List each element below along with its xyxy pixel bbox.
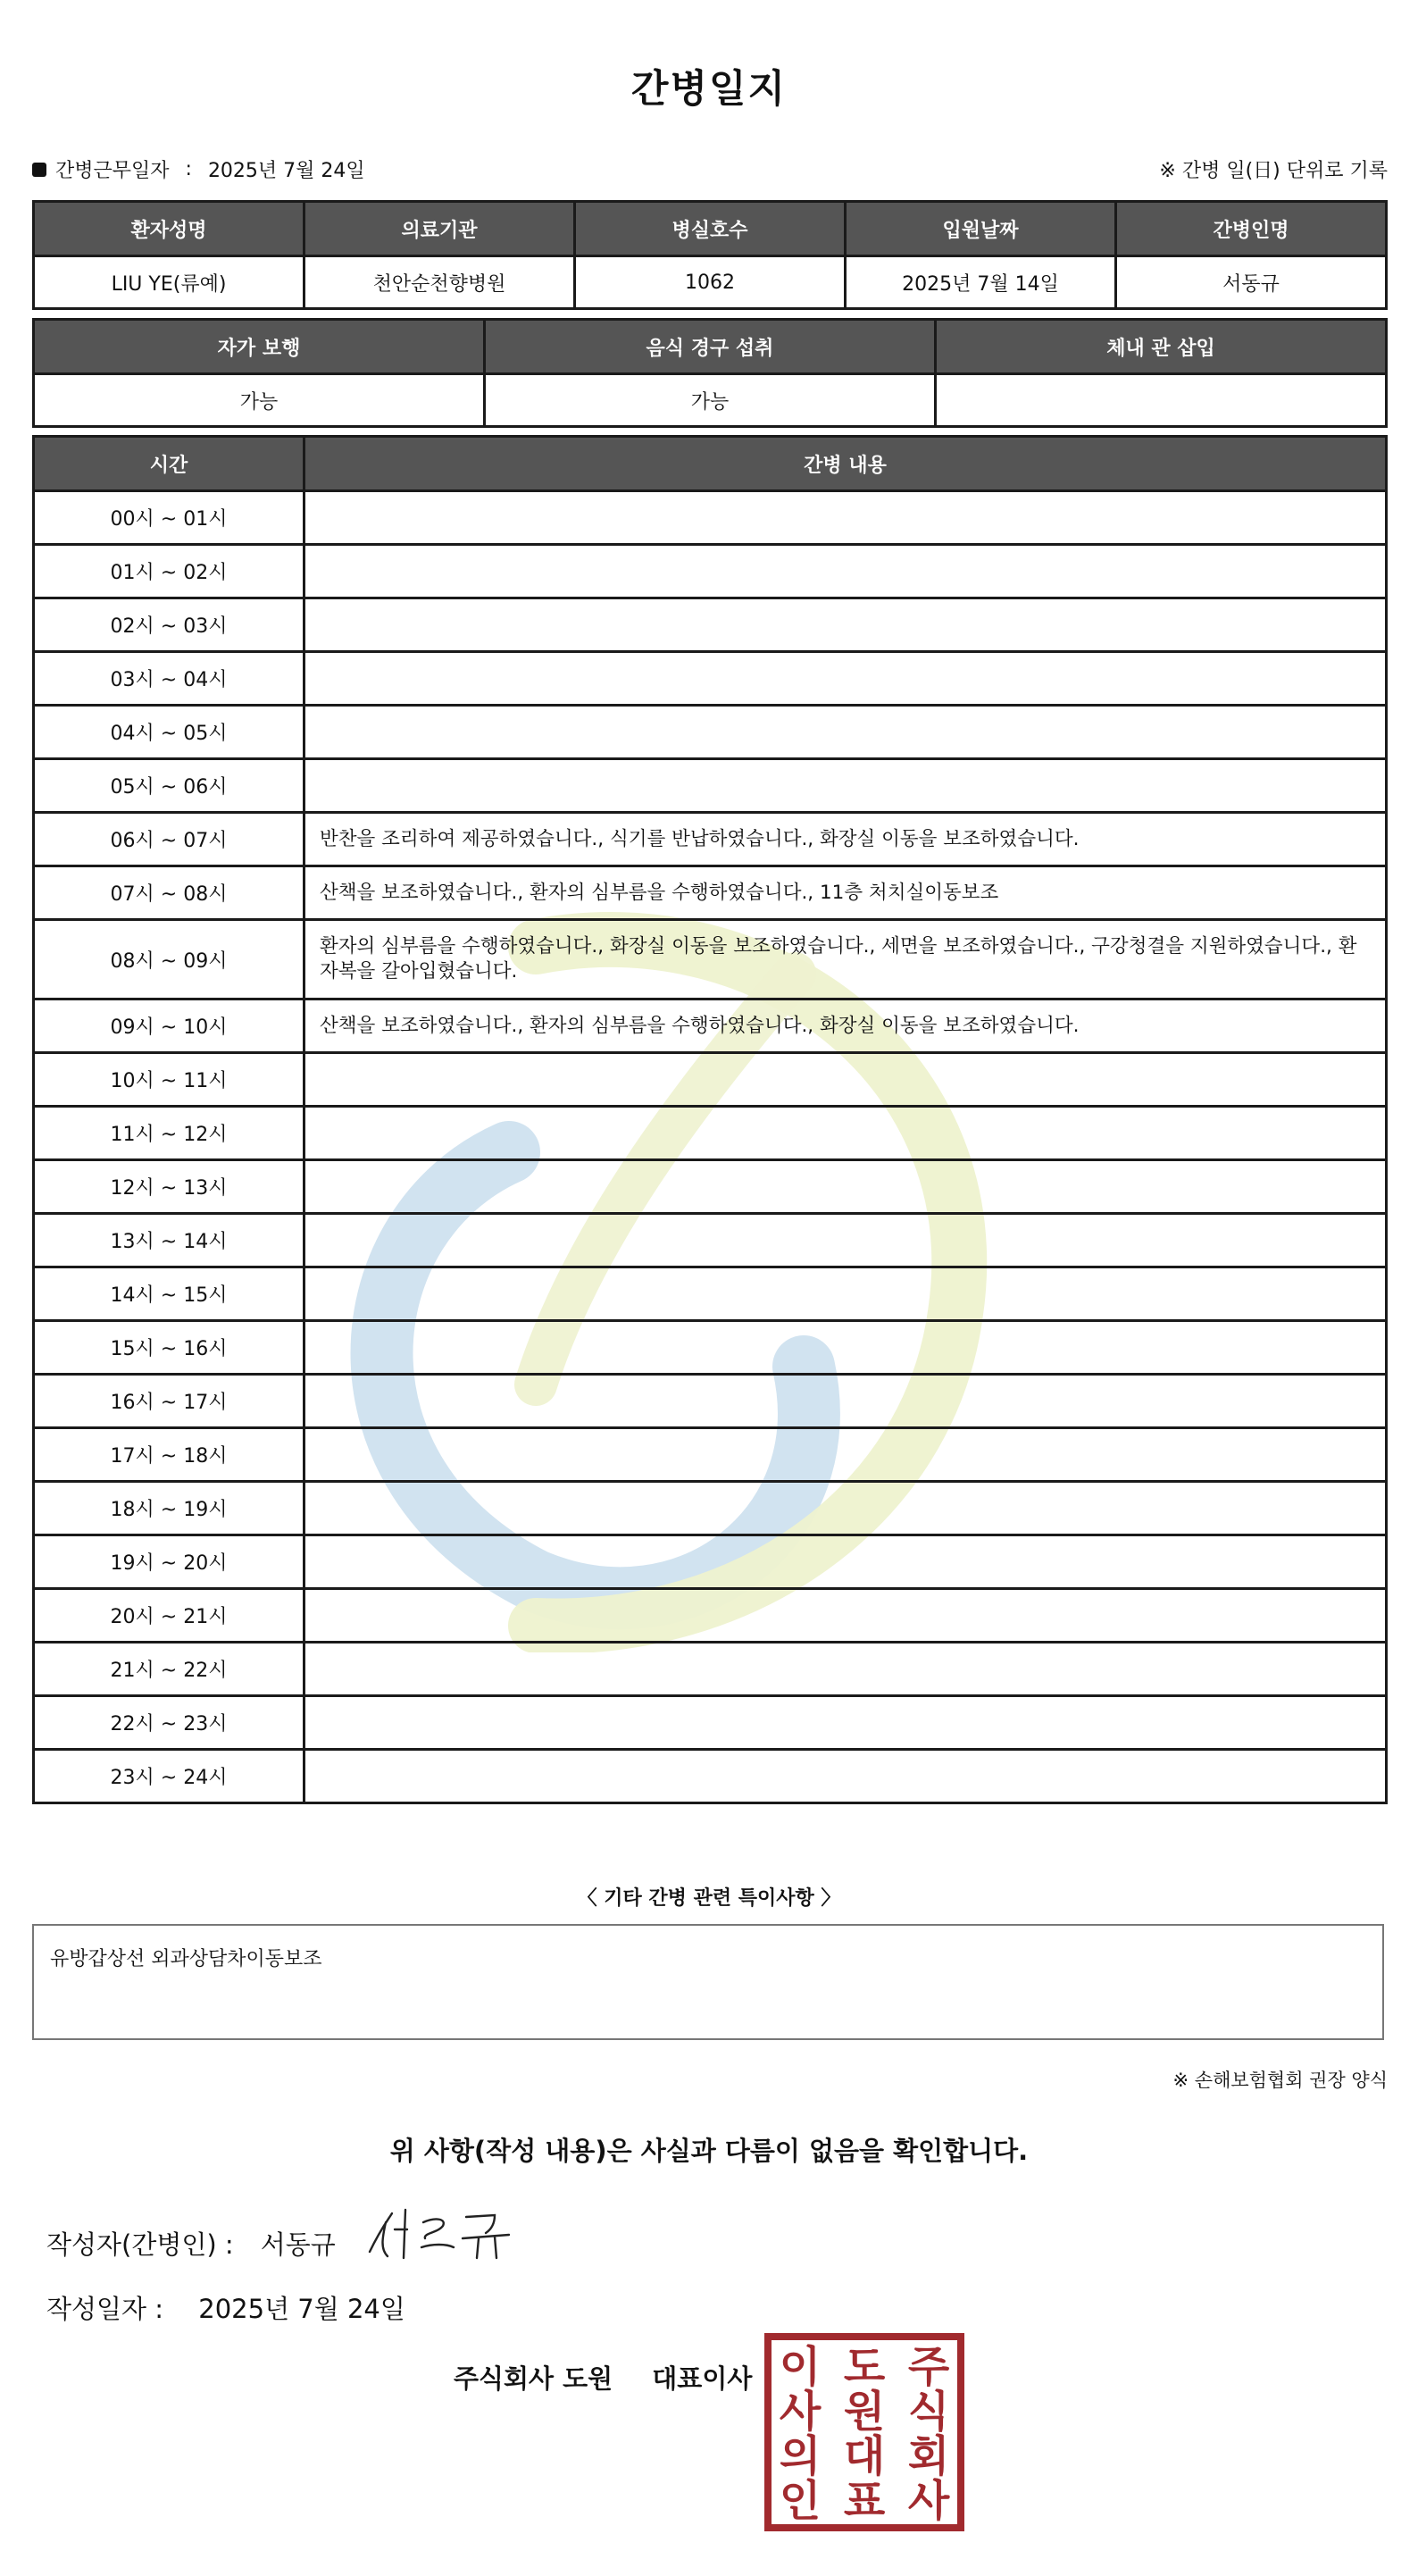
care-log-content (304, 1053, 1387, 1107)
hospital-value: 천안순천향병원 (304, 256, 575, 309)
patient-status-table (32, 318, 1388, 428)
care-log-row (34, 1375, 1387, 1428)
care-log-row (34, 920, 1387, 999)
seal-character: 표 (843, 2476, 886, 2526)
care-log-row (34, 1160, 1387, 1214)
care-log-time: 22시 ~ 23시 (34, 1696, 304, 1750)
patient-status-header-row (34, 320, 1387, 374)
notes-text: 유방갑상선 외과상담차이동보조 (50, 1948, 322, 1970)
patient-info-table (32, 200, 1388, 310)
care-log-time: 02시 ~ 03시 (34, 598, 304, 652)
care-log-content (304, 1428, 1387, 1482)
header-caregiver-name: 간병인명 (1116, 202, 1387, 256)
care-log-content (304, 706, 1387, 759)
writer-name: 서동규 (260, 2229, 336, 2260)
care-log-content (304, 1643, 1387, 1696)
care-log-time: 15시 ~ 16시 (34, 1321, 304, 1375)
seal-character: 이 (779, 2342, 822, 2392)
written-date-line (46, 2289, 405, 2326)
care-log-time: 04시 ~ 05시 (34, 706, 304, 759)
care-log-row (34, 866, 1387, 920)
care-log-row (34, 759, 1387, 813)
seal-character: 사 (907, 2476, 950, 2526)
care-log-time: 09시 ~ 10시 (34, 999, 304, 1053)
care-log-content: 환자의 심부름을 수행하였습니다., 화장실 이동을 보조하였습니다., 세면을 보조하였습니다., 구강청결을 지원하였습니다., 환자복을 갈아입혔습니다. (304, 920, 1387, 999)
care-log-time: 13시 ~ 14시 (34, 1214, 304, 1267)
writer-line (46, 2225, 336, 2262)
header-oral-intake: 음식 경구 섭취 (484, 320, 935, 374)
care-log-time: 18시 ~ 19시 (34, 1482, 304, 1535)
care-log-row (34, 545, 1387, 598)
care-log-row (34, 598, 1387, 652)
care-log-time: 05시 ~ 06시 (34, 759, 304, 813)
room-number-value: 1062 (575, 256, 846, 309)
care-log-time: 11시 ~ 12시 (34, 1107, 304, 1160)
header-admission-date: 입원날짜 (846, 202, 1116, 256)
company-seal-stamp (763, 2331, 966, 2533)
care-log-content (304, 1267, 1387, 1321)
representative-title: 대표이사 (652, 2363, 753, 2394)
company-line (454, 2359, 752, 2396)
care-log-content (304, 598, 1387, 652)
care-log-time: 06시 ~ 07시 (34, 813, 304, 866)
care-log-content (304, 1589, 1387, 1643)
care-log-content (304, 491, 1387, 545)
handwritten-signature (361, 2203, 521, 2265)
care-log-row (34, 1428, 1387, 1482)
care-log-content (304, 1482, 1387, 1535)
care-log-time: 03시 ~ 04시 (34, 652, 304, 706)
care-log-content (304, 545, 1387, 598)
care-log-content (304, 759, 1387, 813)
care-log-row (34, 652, 1387, 706)
oral-intake-value: 가능 (484, 374, 935, 427)
notes-title: 〈 기타 간병 관련 특이사항 〉 (577, 1887, 841, 1910)
care-log-content (304, 1107, 1387, 1160)
header-care-content: 간병 내용 (304, 437, 1387, 491)
header-time: 시간 (34, 437, 304, 491)
seal-character: 도 (843, 2342, 886, 2392)
care-log-time: 19시 ~ 20시 (34, 1535, 304, 1589)
seal-character: 식 (907, 2387, 950, 2437)
care-log-time: 20시 ~ 21시 (34, 1589, 304, 1643)
care-log-content (304, 1160, 1387, 1214)
admission-date-value: 2025년 7월 14일 (846, 256, 1116, 309)
work-date-colon: : (185, 158, 192, 180)
seal-character: 인 (779, 2476, 822, 2526)
header-hospital: 의료기관 (304, 202, 575, 256)
care-log-content (304, 1750, 1387, 1803)
care-log-row (34, 813, 1387, 866)
care-log-time: 12시 ~ 13시 (34, 1160, 304, 1214)
care-log-content: 산책을 보조하였습니다., 환자의 심부름을 수행하였습니다., 화장실 이동을 보조하였습니다. (304, 999, 1387, 1053)
patient-name-value: LIU YE(류예) (34, 256, 304, 309)
seal-character: 원 (843, 2387, 886, 2437)
patient-status-value-row (34, 374, 1387, 427)
tube-insertion-value (935, 374, 1386, 427)
care-log-row (34, 1321, 1387, 1375)
bullet-square-icon (32, 163, 46, 177)
care-log-time: 23시 ~ 24시 (34, 1750, 304, 1803)
care-log-time: 17시 ~ 18시 (34, 1428, 304, 1482)
care-log-content (304, 1535, 1387, 1589)
care-log-content (304, 652, 1387, 706)
care-log-row (34, 999, 1387, 1053)
company-name: 주식회사 도원 (454, 2363, 613, 2394)
care-log-row (34, 1482, 1387, 1535)
care-log-row (34, 1696, 1387, 1750)
header-patient-name: 환자성명 (34, 202, 304, 256)
care-log-row (34, 491, 1387, 545)
care-log-time: 14시 ~ 15시 (34, 1267, 304, 1321)
care-log-content: 반찬을 조리하여 제공하였습니다., 식기를 반납하였습니다., 화장실 이동을 보조하였습니다. (304, 813, 1387, 866)
record-unit-note: ※ 간병 일(日) 단위로 기록 (1159, 160, 1388, 182)
care-log-row (34, 1053, 1387, 1107)
header-room-number: 병실호수 (575, 202, 846, 256)
caregiver-name-value: 서동규 (1116, 256, 1387, 309)
seal-character: 사 (779, 2387, 822, 2437)
care-log-time: 10시 ~ 11시 (34, 1053, 304, 1107)
care-log-row (34, 1535, 1387, 1589)
header-tube-insertion: 체내 관 삽입 (935, 320, 1386, 374)
confirmation-statement: 위 사항(작성 내용)은 사실과 다름이 없음을 확인합니다. (389, 2136, 1029, 2166)
seal-character: 주 (907, 2342, 950, 2392)
care-log-time: 07시 ~ 08시 (34, 866, 304, 920)
care-log-content (304, 1696, 1387, 1750)
care-log-row (34, 706, 1387, 759)
care-log-content (304, 1321, 1387, 1375)
header-self-walking: 자가 보행 (34, 320, 485, 374)
form-note: ※ 손해보험협회 권장 양식 (1172, 2070, 1388, 2091)
care-log-time: 21시 ~ 22시 (34, 1643, 304, 1696)
document-title: 간병일지 (630, 67, 788, 112)
patient-info-header-row (34, 202, 1387, 256)
care-log-time: 00시 ~ 01시 (34, 491, 304, 545)
self-walking-value: 가능 (34, 374, 485, 427)
work-date-label: 간병근무일자 (55, 160, 170, 182)
care-log-header-row (34, 437, 1387, 491)
care-log-content: 산책을 보조하였습니다., 환자의 심부름을 수행하였습니다., 11층 처치실이동보조 (304, 866, 1387, 920)
written-date-label: 작성일자 : (46, 2294, 164, 2324)
seal-character: 회 (907, 2431, 950, 2481)
care-log-row (34, 1643, 1387, 1696)
care-log-row (34, 1267, 1387, 1321)
care-log-row (34, 1589, 1387, 1643)
care-log-time: 16시 ~ 17시 (34, 1375, 304, 1428)
seal-character: 의 (779, 2431, 822, 2481)
care-log-row (34, 1750, 1387, 1803)
seal-character: 대 (843, 2431, 886, 2481)
notes-box (32, 1924, 1384, 2040)
work-date-line (32, 155, 365, 183)
care-log-time: 08시 ~ 09시 (34, 920, 304, 999)
care-log-time: 01시 ~ 02시 (34, 545, 304, 598)
writer-label: 작성자(간병인) : (46, 2229, 234, 2260)
care-log-content (304, 1375, 1387, 1428)
work-date-value: 2025년 7월 24일 (207, 160, 365, 182)
patient-info-value-row (34, 256, 1387, 309)
written-date-value: 2025년 7월 24일 (198, 2294, 405, 2324)
care-log-content (304, 1214, 1387, 1267)
care-log-row (34, 1107, 1387, 1160)
care-log-row (34, 1214, 1387, 1267)
care-log-table (32, 435, 1388, 1804)
care-log-body (34, 491, 1387, 1803)
